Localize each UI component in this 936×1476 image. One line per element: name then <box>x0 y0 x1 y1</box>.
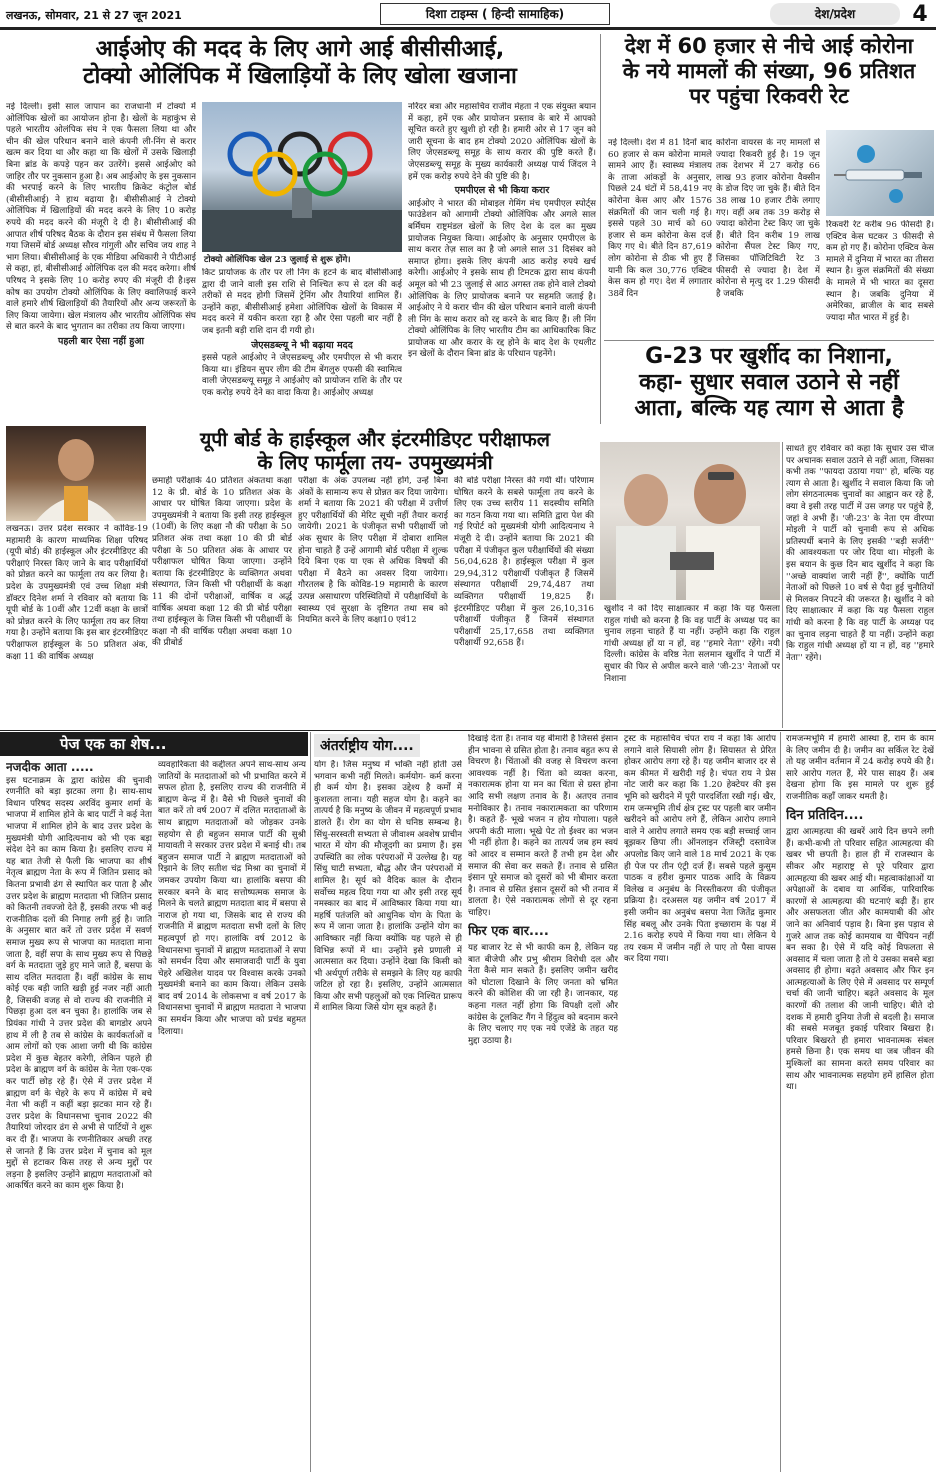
divider-horizontal-1 <box>604 340 934 341</box>
story1-column1: नई दिल्ली। इसी साल जापान का राजधानी में टोक्यो में ओलिंपिक खेलों का आयोजन होना है। खेलों के महाकुंभ से पहले भारतीय ओलंपिक संघ ने एक फैसला लिया था और चीन की खेल परिधान बनाने वाले कंपनी ली-निंग से करार खत्म कर दिया था और कहा था कि खेलों में उसके खिलाड़ी बिना ब्रांड के कपड़े पहन कर उतरेंगे। इससे आईओए को जाहिर तौर पर नुकसान हुआ है। अब आईओए के इस नुकसान की भरपाई करने के लिए भारतीय क्रिकेट कंट्रोल बोर्ड (बीसीसीआई) ने हाथ बढ़ाया है। बीसीसीआई ने टोक्यो ओलिंपिक में खिलाड़ियों की मदद करने के लिए 10 करोड़ रुपये की मदद करने की मंजूरी दे दी है। बीसीसीआई की आपात शीर्ष परिषद बैठक के दौरान इस संबंध में फैसला लिया गया जिसमें बोर्ड अध्यक्ष सौरव गांगुली और सचिव जय शाह ने भाग लिया। बीसीसीआई के एक मीडिया अधिकारी ने पीटीआई से कहा, हां, बीसीसीआई ओलिंपिक दल की मदद करेगा। शीर्ष परिषद ने इसके लिए 10 करोड़ रुपए की मंजूरी दी है।इस कोष का उपयोग टोक्यो ओलिंपिक के लिए क्वालिफाई करने वाले हमारे शीर्ष खिलाड़ियों की तैयारियों और अन्य जरूरतों के लिए किया जायेगा। खेल मंत्रालय और भारतीय ओलिंपिक संघ से बात करने के बाद भुगतान का तरीका तय किया जाएगा। पहली बार ऐसा नहीं हुआ <box>6 102 196 347</box>
story2-headline-line3: पर पहुंचा रिकवरी रेट <box>689 83 849 108</box>
story2-column2: कोरोना वायरस के नए मामलों से ज्यादा रिकवरी हुई है। 19 जून तक देशभर में 27 करोड़ 66 लाख 93 हजार कोरोना वैक्सीन के डोज दिए जा चुके हैं। बीते दिन 38 लाख 10 हजार टीके लगाए गए। वहीं अब तक 39 करोड़ से ज्यादा कोरोना टेस्ट किए जा चुके हैं। बीते दिन करीब 19 लाख कोरोना सैंपल टेस्ट किए गए, जिसका पॉजिटिविटी रेट 3 फीसदी से ज्यादा है। देश में कोरोना से मृत्यु दर 1.29 फीसदी है जबकि <box>716 138 820 299</box>
politician-portrait-graphic <box>6 426 146 521</box>
story3-column2: साधते हुए रविवार को कहा कि सुधार उस चीज पर अचानक सवाल उठाने से नहीं आता, जिसका कभी तक ''फायदा उठाया गया'' हो, बल्कि यह त्याग से आता है। खुर्शीद ने सवाल किया कि जो लोग संगठनात्मक चुनावों का आह्वान कर रहे हैं, क्या वे इसी तरह पार्टी में उस जगह पर पहुंचे हैं, जहां वे अभी हैं। 'जी-23' के नेता एम वीरप्पा मोइली ने पार्टी को चुनावी रूप से अधिक प्रतिस्पर्धी बनाने के लिए इसकी ''बड़ी सर्जरी'' की आवश्यकता पर जोर दिया था। मोइली के इस बयान के कुछ दिन बाद खुर्शीद ने कहा कि ''अच्छे वाक्यांश जारी नहीं हैं'', क्योंकि पार्टी नेताओं को पिछले 10 वर्ष से पैदा हुई चुनौतियों से मिलकर निपटने की जरूरत है। खुर्शीद ने को दिए साक्षात्कार में कहा कि यह फैसला राहुल गांधी को करना है कि वह पार्टी के अध्यक्ष पद का चुनाव लड़ना चाहते हैं या नहीं। उन्होंने कहा कि राहुल गांधी अध्यक्ष हों या न हों, वह ''हमारे नेता'' रहेंगे। <box>786 444 934 663</box>
olympic-photo-caption: टोक्यो ओलिंपिक खेल 23 जुलाई से शुरू होंगे। <box>204 255 351 265</box>
story3-column1: खुर्शीद ने को दिए साक्षात्कार में कहा कि यह फैसला राहुल गांधी को करना है कि वह पार्टी के अध्यक्ष पद का चुनाव लड़ना चाहते हैं या नहीं। उन्होंने कहा कि राहुल गांधी अध्यक्ष हों या न हों, वह ''हमारे नेता'' रहेंगे। नयी दिल्ली। कांग्रेस के वरिष्ठ नेता सलमान खुर्शीद ने पार्टी में सुधार की फिर से अपील करने वाले 'जी-23' नेताओं पर निशाना <box>604 604 780 684</box>
story4-headline-line1: यूपी बोर्ड के हाईस्कूल और इंटरमीडिएट परीक्षाफल <box>199 428 551 451</box>
continuation-column2: व्यवहारिकता की कद्दीलत अपने साथ-साथ अन्य जातियों के मतदाताओं को भी प्रभावित करने में सफल होता है, इसलिए राज्य की राजनीति में ब्राह्मण केन्द्र में है। वैसे भी पिछले चुनावों की बात करें तो वर्ष 2007 में दलित मतदाताओं के साथ ब्राह्मण मतदाताओं को जोड़कर उनके सहयोग से ही बहुजन समाज पार्टी की सुश्री मायावती ने सरकार उत्तर प्रदेश में बनाई थी। तब बहुजन समाज पार्टी ने ब्राह्मण मतदाताओं को रिझाने के लिए सतीश चंद्र मिश्रा का चुनावों में जमकर उपयोग किया था। हालांकि बसपा की सरकार बनने के बाद सत्तोष्पत्मक समाज के मिलने के चलते ब्राह्मण मतदाता बाद में बसपा से नाराज हो गया था, जिसके बाद से राज्य की राजनीति में ब्राह्मण मतदाता सभी दलों के लिए महत्वपूर्ण हो गए। हालांकि वर्ष 2012 के विधानसभा चुनावों में ब्राह्मण मतदाताओं ने सपा को समर्थन दिया और समाजवादी पार्टी के युवा चेहरे अखिलेश यादव पर विश्वास करके उनको मुख्यमंत्री बनाने का काम किया। लेकिन उसके बाद वर्ष 2014 के लोकसभा व वर्ष 2017 के विधानसभा चुनावों में ब्राह्मण मतदाता ने भाजपा का समर्थन किया और भाजपा को प्रचंड बहुमत दिलाया। <box>158 760 306 1037</box>
divider-vertical-4 <box>780 732 781 1472</box>
story1-headline <box>10 36 590 89</box>
masthead <box>0 0 936 30</box>
divider-vertical-2 <box>782 442 783 728</box>
continuation-column5: ट्रस्ट के महासचिव चंपत राय ने कहा कि आरोप लगाने वाले सियासी लोग हैं। सियासत से प्रेरित होकर आरोप लगा रहे हैं। यह जमीन बाजार दर से कम कीमत में खरीदी गई है। चंपत राय ने प्रेस नोट जारी कर कहा कि 1.20 हेक्टेयर की इस भूमि को खरीदने में पूरी पारदर्शिता रखी गई। खैर, राम जन्मभूमि तीर्थ क्षेत्र ट्रस्ट पर पहली बार जमीन खरीदने को आरोप लगे हैं, लेकिन आरोप लगाने वाले ने आरोप लगाते समय एक बड़ी सच्चाई जान बूझकर छिपा ली। ऑनलाइन रजिस्ट्री दस्तावेज अपलोड किए जाने वाले 18 मार्च 2021 के एक ही पेज पर तीन एंट्री दर्ज हैं। सबसे पहले कुसुम पाठक व हरीश कुमार पाठक आदि के विक्रय विलेख व अनुबंध के निरस्तीकरण की पंजीकृत प्रक्रिया है। दरअसल यह जमीन वर्ष 2017 में इसी जमीन का अनुबंध बसपा नेता जितेंद्र कुमार सिंह बबलू और उनके पिता इच्छाराम के पक्ष में 2.16 करोड़ रुपये में किया गया था। लेकिन ये तय रकम में जमीन नहीं ले पाए तो पैसा वापस कर दिया गया। <box>624 734 776 965</box>
story2-headline-line1: देश में 60 हजार से नीचे आई कोरोना <box>624 34 914 58</box>
continuation-column4: दिखाई देता है। तनाव यह बीमारी है जिससे इंसान हीन भावना से ग्रसित होता है। तनाव बहुत रूप से विचरण है। चिंताओं की वजह से विचरण करना आवश्यक नहीं है। चिंता को व्यक्त करना, नकारात्मक होना या मन का चिंता से ग्रस्त होना आदि सभी लक्षण तनाव के हैं। अतएव तनाव मनोविकार है। तनाव नकारात्मकता का परिणाम है। कहते हैं- भूखे भजन न होय गोपाला। पहले अपनी कंठी माला। भूखे पेट तो ईश्वर का भजन भी नहीं होता है। कहने का तात्पर्य जब हम स्वयं को आदर व सम्मान करते हैं तभी हम देश और समाज की सेवा कर सकते हैं। तनाव से ग्रसित इंसान पूरे समाज को दूसरों को भी बीमार करता है। तनाव से ग्रसित इंसान दूसरों को भी तनाव में डालता है। ऐसे नकारात्मक लोगों से दूर रहना चाहिए। फिर एक बार.... यह बाजार रेट से भी काफी कम है, लेकिन यह बात बीजेपी और प्रभु श्रीराम विरोधी दल और नेता कैसे मान सकते हैं। इसलिए जमीन खरीद को घोटाला दिखाने के लिए जनता को भ्रमित करने की कोशिश की जा रही है। जानकार, यह कहना गलत नहीं होगा कि विपक्षी दलों और कांग्रेस के टूलकिट गैंग ने हिंदुत्व को बदनाम करने के लिए चलाए गए एक नये एजेंडे के तहत यह मुद्दा उठाया है। <box>468 734 618 1046</box>
continuation-column1: नजदीक आता ..... इस घटनाक्रम के द्वारा कांग्रेस की चुनावी रणनीति को बड़ा झटका लगा है। साथ-साथ विधान परिषद सदस्य अरविंद कुमार शर्मा के भाजपा में शामिल होने के बाद पार्टी ने कई नेता भाजपा में शामिल होने के बाद उत्तर प्रदेश के मुख्यमंत्री योगी आदित्यनाथ को भी एक बड़ा संदेश देने का काम किया है। इसलिए राज्य में यह बात तेजी से फैली कि भाजपा का शीर्ष नेतृत्व ब्राह्मण नेता के रूप में जितिन प्रसाद को कितना प्रभावी ढंग से स्थापित कर पाता है और उत्तर प्रदेश के ब्राह्मण मतदाता भी जितिन प्रसाद को कितनी तवज्जो देते हैं, इसकी तरफ भी कई राजनीतिक दलों की निगाह लगी हुई है। जाति के अनुसार बात करें तो उत्तर प्रदेश में सवर्ण समाज मुख्य रूप से भाजपा का मतदाता माना जाता है, वहीं सपा के साथ मुख्य रूप से पिछड़े वर्ग के मतदाता जुड़े हुए माने जाते हैं, बसपा के साथ दलित मतदाता हैं। वहीं कांग्रेस के साथ कोई एक बड़ी जाति खड़ी हुई नजर नहीं आती है, जिसकी वजह से वो राज्य की राजनीति में पिछड़ा हुआ दल बन चुका है। हालांकि जब से प्रियंका गांधी ने उत्तर प्रदेश की बागडोर अपने हाथ में ली है तब से कांग्रेस के कार्यकर्ताओं व आम लोगों को एक आशा जगी थी कि कांग्रेस प्रदेश में कुछ बेहतर करेगी, लेकिन पहले ही प्रदेश के ब्राह्मण वर्ग के कांग्रेस के नेता एक-एक कर पार्टी छोड़ रहे हैं। ऐसे में उत्तर प्रदेश में ब्राह्मण वर्ग के चेहरे के रूप में कांग्रेस में बचे नेता भी कहीं न कहीं बड़ा झटका मान रहे हैं। उत्तर प्रदेश के विधानसभा चुनाव 2022 की तैयारियां जोरदार ढंग से अभी से पार्टियों ने शुरू कर दी हैं। भाजपा के रणनीतिकार अच्छी तरह से जानते हैं कि उत्तर प्रदेश में चुनाव को मूल मुद्दों से हटाकर किस तरह से अन्य मुद्दों पर लड़ना है इसलिए उन्होंने ब्राह्मण मतदाताओं को आकर्षित करने का काम शुरू किया है। <box>6 760 152 1192</box>
story1-col3-subhead: एमपीएल से भी किया करार <box>454 185 550 197</box>
story1-headline-line1: आईओए की मदद के लिए आगे आई बीसीसीआई, <box>95 36 505 62</box>
continuation4-subhead: फिर एक बार.... <box>468 923 549 939</box>
story2-column3: रिकवरी रेट करीब 96 फीसदी है। एक्टिव केस घटकर 3 फीसदी से कम हो गए हैं। कोरोना एक्टिव केस मामले में दुनिया में भारत का तीसरा स्थान है। कुल संक्रमितों की संख्या के मामले में भी भारत का दूसरा स्थान है। जबकि दुनिया में अमेरिका, ब्राजील के बाद सबसे ज्यादा मौत भारत में हुई है। <box>826 220 934 323</box>
issue-date: लखनऊ, सोमवार, 21 से 27 जून 2021 <box>6 9 182 22</box>
story3-headline <box>604 344 934 422</box>
story2-headline-line2: के नये मामलों की संख्या, 96 प्रतिशत <box>622 58 916 83</box>
continuation-column6: रामजन्मभूमि में हमारी आस्था है, राम के काम के लिए जमीन दी है। जमीन का सर्किल रेट देखें तो यह जमीन वर्तमान में 24 करोड़ रुपये की है। सारे आरोप गलत हैं, मेरे पास साक्ष्य हैं। अब देखना होगा कि इस मामले पर शुरू हुई राजनीतिक कहाँ जाकर थमती है। दिन प्रतिदिन.... द्वारा आत्महत्या की खबरें आये दिन छपने लगी हैं। कभी-कभी तो परिवार सहित आत्महत्या की खबर भी छपती है। हाल ही में राजस्थान के सीकर और महाराष्ट्र से पूरे परिवार द्वारा आत्महत्या की खबर आई थी। महत्वाकांक्षाओं या अपेक्षाओं के दबाव या आर्थिक, पारिवारिक कारणों से आत्महत्या की घटनाएं बढ़ी हैं। हार और असफलता जीत और कामयाबी की ओर जाने का अनिवार्य पड़ाव है। बिना इस पड़ाव से गुजरे आज तक कोई कामयाब या चैंपियन नहीं बन सका है। ऐसे में यदि कोई विफलता से अवसाद में चला जाता है तो ये उसका सबसे बड़ा अवसाद ही होगा। बढ़ते अवसाद और फिर इन आत्महत्याओं के लिए ऐसे में अवसाद पर सम्पूर्ण चर्चा की जानी चाहिए। बढ़ते अवसाद के मूल कारणों की तलाश की जानी चाहिए। बीते दो दशक में हमारी दुनिया तेजी से बदली है। समाज की सबसे मजबूत इकाई परिवार बिखरा है। परिवार बिखरते ही हमारा भावनात्मक संबल हमसे छिना है। एक समय था जब जीवन की मुश्किलों का सामना करते समय परिवार का साथ और भावनात्मक सहयोग हमें हासिल होता था। <box>786 734 934 1093</box>
continuation1-title: नजदीक आता ..... <box>6 760 94 774</box>
story1-column3: नरिंदर बत्रा और महासचिव राजीव मेहता ने एक संयुक्त बयान में कहा, हमें एक और प्रायोजन प्रस्ताव के बारे में आपको सूचित करते हुए खुशी हो रही है। हमारी ओर से 17 जून को जारी सूचना के बाद हम टोक्यो 2020 ओलिंपिक खेलों के लिए जेएसडब्ल्यू समूह के साथ करार की पुष्टि करते हैं। जेएसडब्ल्यू समूह के मुख्य कार्यकारी अध्यक्ष पार्थ जिंदल ने हमें एक करोड़ रुपये देने की पुष्टि की है। एमपीएल से भी किया करार आईओए ने भारत की मोबाइल गेमिंग मंच एमपीएल स्पोर्ट्स फाउंडेशन को आगामी टोक्यो ओलिंपिक और अगले साल बर्मिंघम राष्ट्रमंडल खेलों के लिए देश के दल का मुख्य प्रायोजक नियुक्त किया। आईओए के अनुसार एमपीएल के साथ करार तेज़ साल का है जो अगले साल 31 दिसंबर को समाप्त होगा। इसके लिए कंपनी आठ करोड़ रुपये खर्च करेगी। आईओए ने इसके साथ ही टिमटक द्वारा साथ कंपनी अमूल को भी 23 जुलाई से आठ अगस्त तक होने वाले टोक्यो ओलिंपिक के लिए प्रायोजक बनाने पर सहमति जताई है। आईओए ने ये करार चीन की खेल परिधान बनाने वाली कंपनी ली निंग के साथ करार को रद्द करने के बाद किए हैं। ली निंग टोक्यो ओलिंपिक के लिए भारतीय टीम का आधिकारिक किट प्रायोजक था और करार के रद्द होने के बाद देश के एथलीट इन खेलों के दौरान बिना ब्रांड के परिधान पहनेंगे। <box>408 102 596 360</box>
story4-column1: छमाही परीक्षाके 40 प्रतिशत अंकतथा कक्षा 12 के प्री. बोर्ड के 10 प्रतिशत अंक के आधार पर घोषित किया जाएगा। प्रदेश के उपमुख्यमंत्री ने बताया कि इसी तरह हाईस्कूल (10वीं) के लिए कक्षा नौ की परीक्षा के 50 प्रतिशत अंक तथा कक्षा 10 की प्री बोर्ड परीक्षा के 50 प्रतिशत अंक के आधार पर परीक्षाफल घोषित किया जाएगा। उन्होंने बताया कि इंटरमीडिएट के व्यक्तिगत अथवा संस्थागत, जिन किसी भी परीक्षार्थी के कक्षा 11 की दोनों परीक्षाओं, वार्षिक व अर्द्ध वार्षिक अथवा कक्षा 12 की प्री बोर्ड परीक्षा तथा हाईस्कूल के जिस किसी भी परीक्षार्थी के कक्षा नौ की वार्षिक परीक्षा अथवा कक्षा 10 की प्रीबोर्ड <box>152 476 292 649</box>
story3-headline-line2: कहा- सुधार सवाल उठाने से नहीं <box>639 369 899 395</box>
story4-column2: परीक्षा के अंक उपलब्ध नहीं होंगे, उन्हें बिना अंकों के सामान्य रूप से प्रोन्नत कर दिया जायेगा। शर्मा ने बताया कि 2021 की परीक्षा में उत्तीर्ण हुए परीक्षार्थियों की मेरिट सूची नहीं तैयार कराई जायेगी। 2021 के पंजीकृत सभी परीक्षार्थी जो अंक सुधार के लिए परीक्षा में दोबारा शामिल होना चाहते हैं उन्हें आगामी बोर्ड परीक्षा में शुल्क दिये बिना एक या एक से अधिक विषयों की परीक्षा में बैठने का अवसर दिया जायेगा। गौरतलब है कि कोविड-19 महामारी के कारण उत्पन्न असाधारण परिस्थितियों में परीक्षार्थियों के स्वास्थ्य एवं सुरक्षा के दृष्टिगत तथा सब को नियमित करने के लिए कक्षा10 एवं12 <box>298 476 448 626</box>
speaker-portrait-graphic <box>600 442 780 600</box>
story3-headline-line1: G-23 पर खुर्शीद का निशाना, <box>645 344 893 369</box>
olympic-rings-photo <box>202 102 402 252</box>
syringe-icon <box>826 130 934 216</box>
continuation-column3: योग है। जिस मनुष्य में भक्ति नहीं होती उसे भगवान कभी नहीं मिलते। कर्मयोग- कर्म करना ही कर्म योग है। इसका उद्देश्य है कर्मों में कुशलता लाना। यही सहज योग है। कहने का तात्पर्य है कि मनुष्य के जीवन में महत्वपूर्ण प्रभाव डालते हैं। रोग का योग से घनिष्ठ सम्बन्ध है। सिंधु-सरस्वती सभ्यता से जीवाश्म अवशेष प्राचीन भारत में योग की मौजूदगी का प्रमाण हैं। इस उपस्थिति का लोक परंपराओं में उल्लेख है। यह सिंधु घाटी सभ्यता, बौद्ध और जैन परंपराओं में शामिल है। सूर्य को वैदिक काल के दौरान सर्वोच्च महत्व दिया गया था और इसी तरह सूर्य नमस्कार का बाद में आविष्कार किया गया था। महर्षि पतंजलि को आधुनिक योग के पिता के रूप में जाना जाता है। हालांकि उन्होंने योग का आविष्कार नहीं किया क्योंकि यह पहले से ही विभिन्न रूपों में था। उन्होंने इसे प्रणाली में आत्मसात कर दिया। उन्होंने देखा कि किसी को भी अर्थपूर्ण तरीके से समझने के लिए यह काफी जटिल हो रहा है। इसलिए, उन्होंने आत्मसात किया और सभी पहलुओं को एक निश्चित प्रारूप में शामिल किया जिसे योग सूत्र कहते हैं। <box>314 760 462 1014</box>
story4-column0: लखनऊ। उत्तर प्रदेश सरकार ने कोविड-19 महामारी के कारण माध्यमिक शिक्षा परिषद (यूपी बोर्ड) की हाईस्कूल और इंटरमीडिएट की परीक्षाएं निरस्त किए जाने के बाद परीक्षार्थियों को प्रोन्नत करने का फार्मूला तय कर लिया है। प्रदेश के उपमुख्यमंत्री एवं उच्च शिक्षा मंत्री डॉक्टर दिनेश शर्मा ने रविवार को बताया कि यूपी बोर्ड के 10वीं और 12वीं कक्षा के छात्रों को प्रोन्नत करने के लिए फार्मूला तय कर लिया गया है। उन्होंने बताया कि इस बार इंटरमीडिएट परीक्षाफल हाईस्कूल के 50 प्रतिशत अंक, कक्षा 11 की वार्षिक अध्यक्ष <box>6 524 148 662</box>
divider-horizontal-2 <box>0 730 936 731</box>
deputy-cm-photo <box>6 426 146 521</box>
divider-vertical-1 <box>600 34 601 424</box>
story2-column1: नई दिल्ली। देश में 81 दिनों बाद 60 हजार से कम कोरोना मामले सामने आए हैं। स्वास्थ्य मंत्रालय के ताजा आंकड़ों के अनुसार, पिछले 24 घंटों में 58,419 नए कोरोना केस आए और 1576 संक्रमितों की जान चली गई है। इससे पहले 30 मार्च को 60 हजार से कम कोरोना केस दर्ज किए गए थे। बीते दिन 87,619 लोग कोरोना से ठीक भी हुए हैं यानी कि कल 30,776 एक्टिव केस कम हो गए। देश में लगातार 38वें दिन <box>608 138 712 299</box>
covid-vaccine-photo <box>826 130 934 216</box>
story4-headline <box>150 428 600 474</box>
salman-khurshid-photo <box>600 442 780 600</box>
story4-column3: की बोर्ड परीक्षा निरस्त की गयी थीं। परिणाम घोषित करने के सबसे फार्मूला तय करने के लिए एक उच्च स्तरीय 11 सदस्यीय समिति का गठन किया गया था। समिति द्वारा पेश की गई रिपोर्ट को मुख्यमंत्री योगी आदित्यनाथ ने मंजूरी दे दी। उन्होंने बताया कि 2021 की परीक्षा में पंजीकृत कुल परीक्षार्थियों की संख्या 56,04,628 है। हाईस्कूल परीक्षा में कुल 29,94,312 परीक्षार्थी पंजीकृत हैं जिसमें संस्थागत परीक्षार्थी 29,74,487 तथा व्यक्तिगत परीक्षार्थी 19,825 हैं। इंटरमीडिएट परीक्षा में कुल 26,10,316 परीक्षार्थी पंजीकृत हैं जिनमें संस्थागत परीक्षार्थी 25,17,658 तथा व्यक्तिगत परीक्षार्थी 92,658 हैं। <box>454 476 594 649</box>
story1-column2: किट प्रायोजक के तौर पर ली निंग के हटने के बाद बीसीसीआई द्वारा दी जाने वाली इस राशि से निश्चित रूप से दल की कई तरीकों से मदद होगी जिसमें ट्रेनिंग और तैयारियां शामिल हैं। उन्होंने कहा, बीसीसीआई हमेशा ओलिंपिक खेलों के विकास में मदद करने में यकीन करता रहा है और ऐसा पहली बार नहीं है जब इतनी बड़ी राशि दान दी गयी हो। जेएसडब्ल्यू ने भी बढ़ाया मदद इससे पहले आईओए ने जेएसडब्ल्यू और एमपीएल से भी करार किया था। इंडियन सुपर लीग की टीम बेंगलुरु एफसी की स्वामित्व वाली जेएसडब्ल्यू समूह ने आईओए को प्रायोजन राशि के तौर पर एक करोड़ रुपये देने का वादा किया है। आईओए अध्यक्ष <box>202 268 402 398</box>
story4-headline-line2: के लिए फार्मूला तय- उपमुख्यमंत्री <box>257 451 493 474</box>
continuation6-title: दिन प्रतिदिन.... <box>786 807 864 823</box>
story1-col2-subhead: जेएसडब्ल्यू ने भी बढ़ाया मदद <box>251 339 353 351</box>
olympic-rings-graphic <box>202 102 402 252</box>
story1-headline-line2: टोक्यो ओलिंपिक में खिलाड़ियों के लिए खोला खजाना <box>83 62 517 89</box>
story3-headline-line3: आता, बल्कि यह त्याग से आता है <box>634 395 904 421</box>
page-number: 4 <box>912 2 928 27</box>
newspaper-name: दिशा टाइम्स ( हिन्दी सामाहिक) <box>380 3 610 25</box>
divider-vertical-3 <box>310 732 311 1472</box>
story2-headline <box>604 34 934 108</box>
continuation3-title: अंतर्राष्ट्रीय योग.... <box>314 734 420 757</box>
section-label: देश/प्रदेश <box>770 3 900 25</box>
story1-col1-end: पहली बार ऐसा नहीं हुआ <box>57 335 144 347</box>
continuation-banner: पेज एक का शेष... <box>0 732 308 756</box>
